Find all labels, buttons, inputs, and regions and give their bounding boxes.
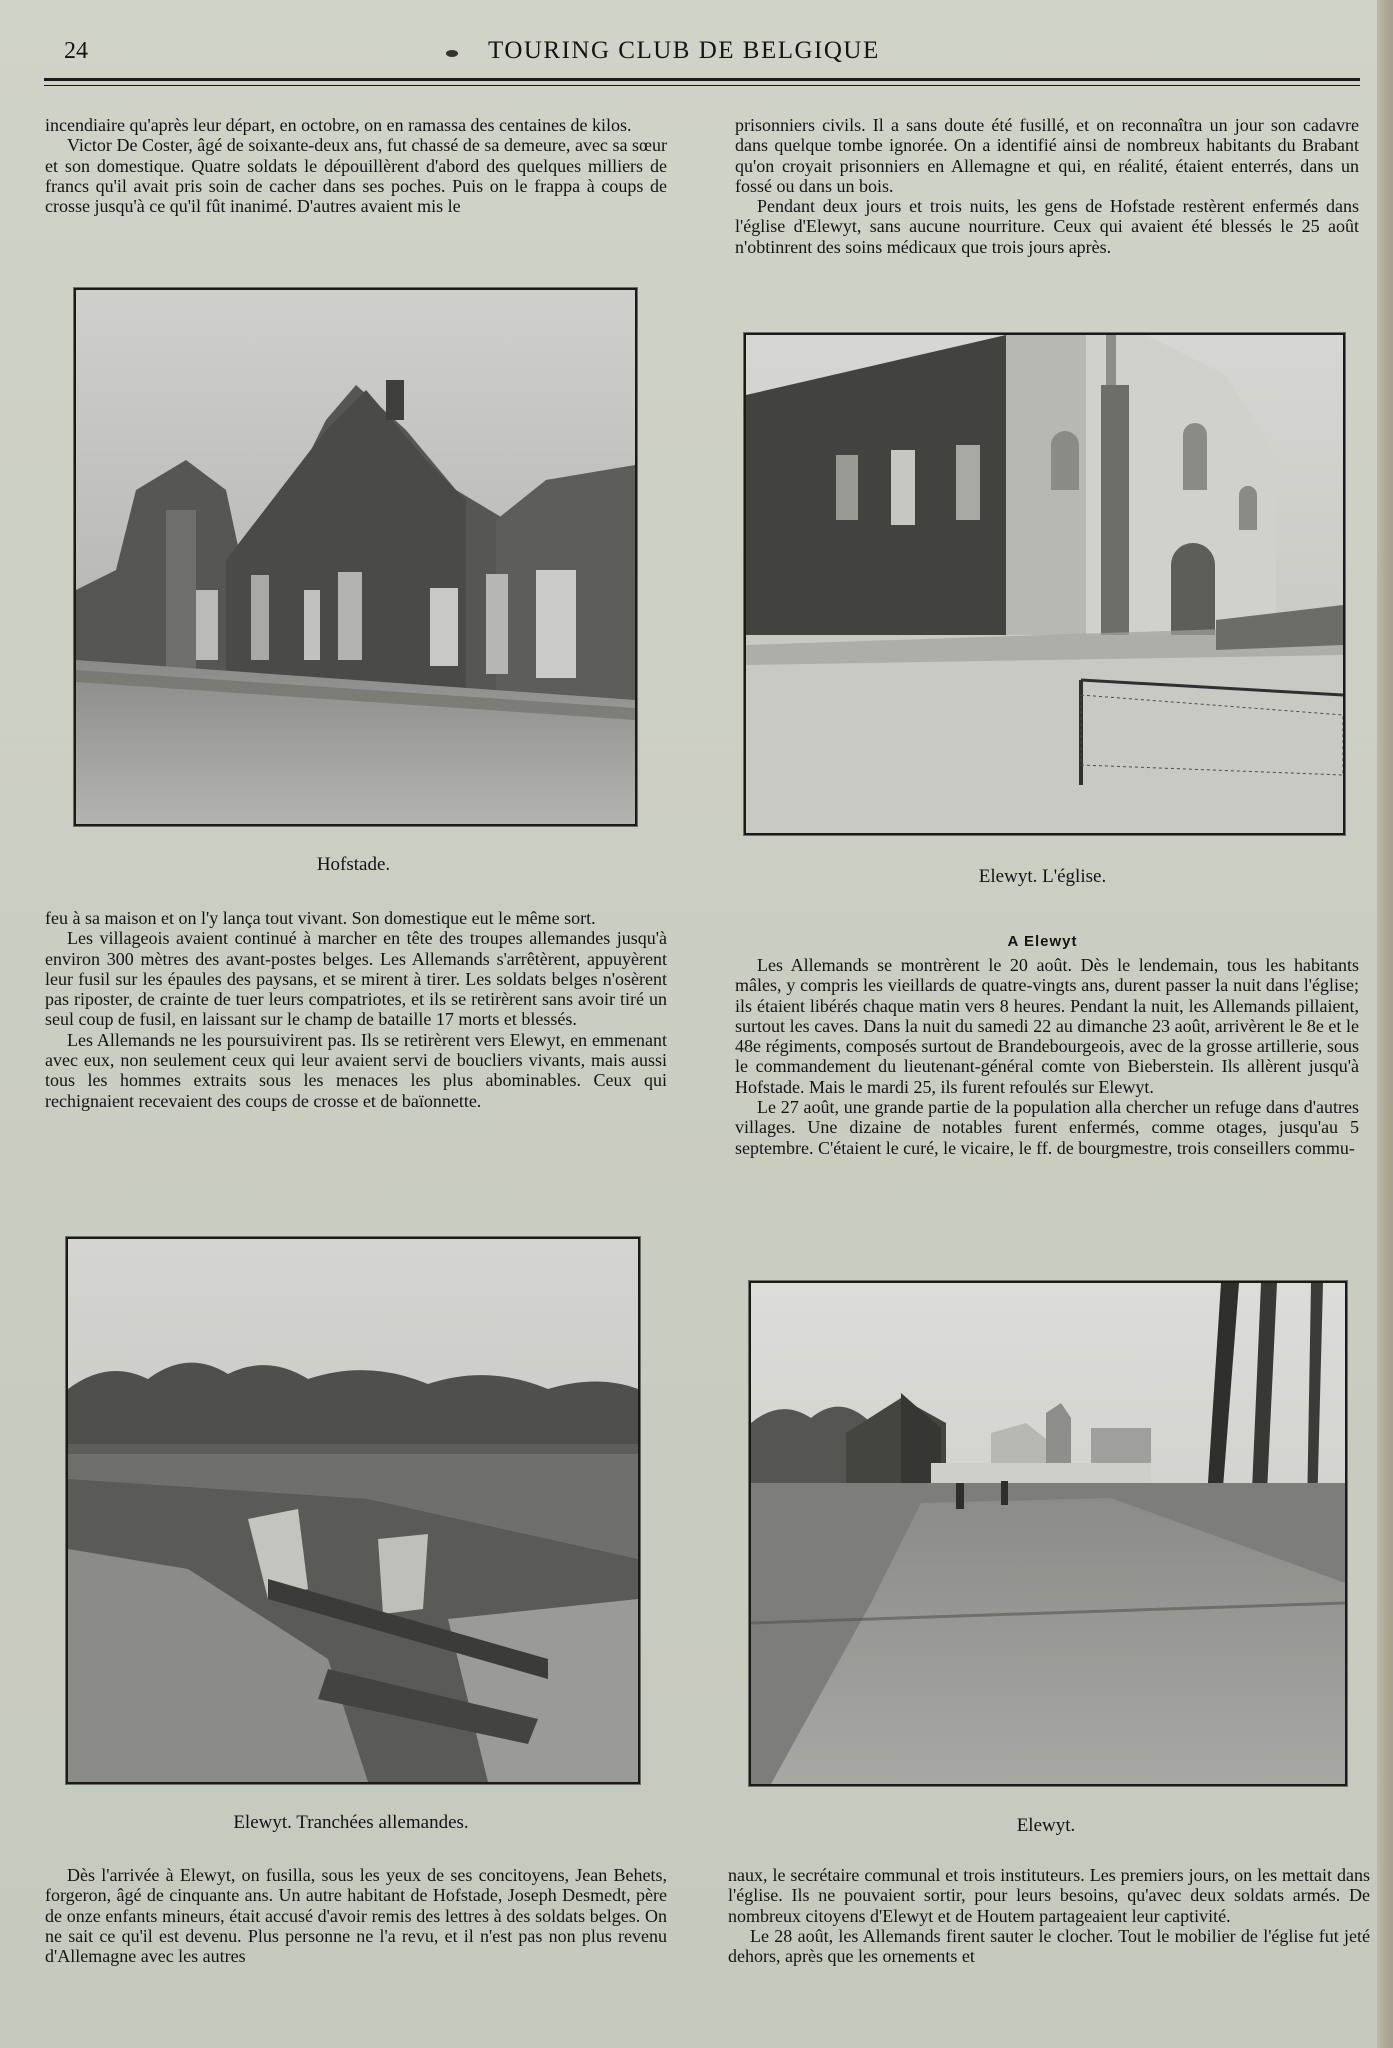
section-heading: A Elewyt: [1007, 933, 1078, 950]
running-head: TOURING CLUB DE BELGIQUE: [488, 37, 880, 64]
paragraph: Les Allemands se montrèrent le 20 août. Dès le lendemain, tous les habitants mâles, y compris les vieillards de quatre-vingts ans, durent passer la nuit dans l'église; ils étaient libérés chaque matin vers 8 heures. Pendant la nuit, les Allemands pillaient, surtout les caves. Dans la nuit du samedi 22 au dimanche 23 août, arrivèrent le 8e et le 48e régiments, composés surtout de Brandebourgeois, avec de la grosse artillerie, sous le commandement du lieutenant-général comte von Bieberstein. Ils allèrent jusqu'à Hofstade. Mais le mardi 25, ils furent refoulés sur Elewyt.: [735, 955, 1359, 1097]
caption-photo-1: Hofstade.: [316, 854, 391, 875]
paragraph: Le 28 août, les Allemands firent sauter le clocher. Tout le mobilier de l'église fut jeté dehors, après que les ornements et: [728, 1925, 1370, 1967]
right-text-block-3: [728, 1865, 1370, 1966]
paragraph: incendiaire qu'après leur départ, en octobre, on en ramassa des centaines de kilos.: [45, 115, 632, 135]
left-text-block-1: [45, 115, 667, 216]
right-text-block-1: [735, 115, 1359, 257]
paragraph: feu à sa maison et on l'y lança tout vivant. Son domestique eut le même sort.: [45, 908, 596, 928]
photo-eglise: [744, 333, 1345, 835]
left-text-block-2: [45, 908, 667, 1111]
paragraph: Le 27 août, une grande partie de la population alla chercher un refuge dans d'autres villages. Une dizaine de notables furent enfermés, comme otages, jusqu'au 5 septembre. C'étaient le curé, le vicaire, le ff. de bourgmestre, trois conseillers commu-: [735, 1097, 1359, 1158]
paragraph: prisonniers civils. Il a sans doute été fusillé, et on reconnaîtra un jour son cadavre dans quelque tombe ignorée. On a identifié ainsi de nombreux habitants du Brabant qu'on croyait prisonniers en Allemagne et qui, en réalité, étaient enterrés, dans un fossé ou dans un bois.: [735, 115, 1359, 196]
paragraph: naux, le secrétaire communal et trois instituteurs. Les premiers jours, on les mettait dans l'église. Ils ne pouvaient sortir, pour leurs besoins, qu'avec deux soldats armés. De nombreux citoyens d'Elewyt et de Houtem partageaient leur captivité.: [728, 1865, 1370, 1926]
caption-photo-2: Elewyt. L'église.: [978, 866, 1107, 887]
paragraph: Dès l'arrivée à Elewyt, on fusilla, sous les yeux de ses concitoyens, Jean Behets, forgeron, âgé de cinquante ans. Un autre habitant de Hofstade, Joseph Desmedt, père de onze enfants mineurs, était accusé d'avoir remis des lettres à des soldats belges. On ne sait ce qu'il est devenu. Plus personne ne l'a revu, et il n'est pas non plus revenu d'Allemagne avec les autres: [45, 1865, 667, 1967]
photo-tranchees: [66, 1237, 640, 1784]
caption-photo-3: Elewyt. Tranchées allemandes.: [233, 1812, 469, 1833]
header-rule: [44, 78, 1360, 81]
photo-hofstade: [74, 288, 637, 826]
paragraph: Pendant deux jours et trois nuits, les gens de Hofstade restèrent enfermés dans l'église d'Elewyt, sans aucune nourriture. Ceux qui avaient été blessés le 25 août n'obtinrent des soins médicaux que trois jours après.: [735, 196, 1359, 257]
left-text-block-3: [45, 1865, 667, 1966]
paragraph: Les Allemands ne les poursuivirent pas. Ils se retirèrent vers Elewyt, en emmenant avec eux, non seulement ceux qui leur avaient servi de boucliers vivants, mais aussi tous les hommes extraits sous les menaces les plus abominables. Ceux qui rechignaient recevaient des coups de crosse et de baïonnette.: [45, 1029, 667, 1111]
right-text-block-2: [735, 955, 1359, 1158]
page-edge: [1377, 0, 1393, 2048]
paragraph: Les villageois avaient continué à marcher en tête des troupes allemandes jusqu'à environ 300 mètres des avant-postes belges. Les Allemands s'arrêtèrent, appuyèrent leur fusil sur les épaules des paysans, et se mirent à tirer. Les soldats belges n'osèrent pas riposter, de crainte de tuer leurs compatriotes, et ils se retirèrent sans avoir tiré un seul coup de fusil, en laissant sur le champ de bataille 17 morts et blessés.: [45, 928, 667, 1030]
caption-photo-4: Elewyt.: [1016, 1815, 1076, 1836]
photo-elewyt: [749, 1281, 1347, 1786]
page-number: 24: [64, 38, 88, 64]
header-ornament: [446, 50, 458, 57]
header-rule-thin: [44, 85, 1360, 86]
paragraph: Victor De Coster, âgé de soixante-deux ans, fut chassé de sa demeure, avec sa sœur et son domestique. Quatre soldats le dépouillèrent d'abord des quelques milliers de francs qu'il avait pris soin de cacher dans ses poches. Puis on le frappa à coups de crosse jusqu'à ce qu'il fût inanimé. D'autres avaient mis le: [45, 135, 667, 217]
